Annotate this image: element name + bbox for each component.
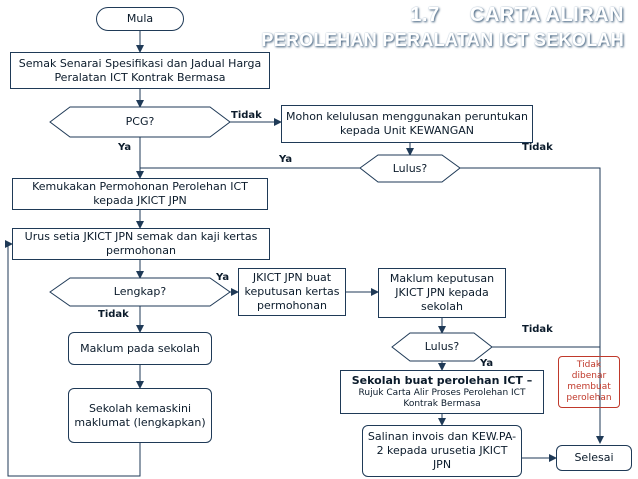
label-ya: Ya: [216, 272, 230, 283]
label-ya: Ya: [279, 154, 293, 165]
process-mohon: Mohon kelulusan menggunakan peruntukan kepada Unit KEWANGAN: [281, 105, 533, 143]
label-tidak: Tidak: [522, 142, 553, 153]
note-tidak-dibenar: Tidak dibenar membuat perolehan: [558, 356, 620, 408]
page-title: PEROLEHAN PERALATAN ICT SEKOLAH: [261, 30, 624, 50]
decision-pcg-label: PCG?: [125, 115, 155, 128]
label-ya: Ya: [118, 142, 132, 153]
process-perolehan: [340, 370, 544, 414]
label-tidak: Tidak: [98, 309, 129, 320]
label-tidak: Tidak: [231, 110, 262, 121]
process-maklum-keputusan: Maklum keputusan JKICT JPN kepada sekolah: [378, 268, 506, 318]
process-maklum-sekolah: Maklum pada sekolah: [68, 332, 212, 365]
decision-lulus1-label: Lulus?: [392, 162, 428, 175]
end-node: Selesai: [556, 445, 632, 471]
label-ya: Ya: [480, 358, 494, 369]
perolehan-subtitle: Rujuk Carta Alir Proses Perolehan ICT Kontrak Bermasa: [358, 388, 526, 409]
process-semak: Semak Senarai Spesifikasi dan Jadual Harga Peralatan ICT Kontrak Bermasa: [10, 52, 270, 89]
process-kemaskini: Sekolah kemaskini maklumat (lengkapkan): [68, 388, 212, 443]
start-node: Mula: [96, 7, 184, 31]
process-jkict-keputusan: JKICT JPN buat keputusan kertas permohonan: [238, 268, 346, 316]
process-salinan: Salinan invois dan KEW.PA-2 kepada urusetia JKICT JPN: [362, 425, 522, 477]
decision-lulus2-label: Lulus?: [424, 340, 460, 353]
perolehan-title: Sekolah buat perolehan ICT –: [351, 374, 533, 387]
page-title-number: 1.7 CARTA ALIRAN: [410, 4, 624, 26]
process-urus: Urus setia JKICT JPN semak dan kaji kertas permohonan: [12, 228, 270, 260]
decision-lengkap-label: Lengkap?: [113, 285, 167, 298]
label-tidak: Tidak: [522, 324, 553, 335]
process-kemukakan: Kemukakan Permohonan Perolehan ICT kepada JKICT JPN: [12, 178, 268, 210]
